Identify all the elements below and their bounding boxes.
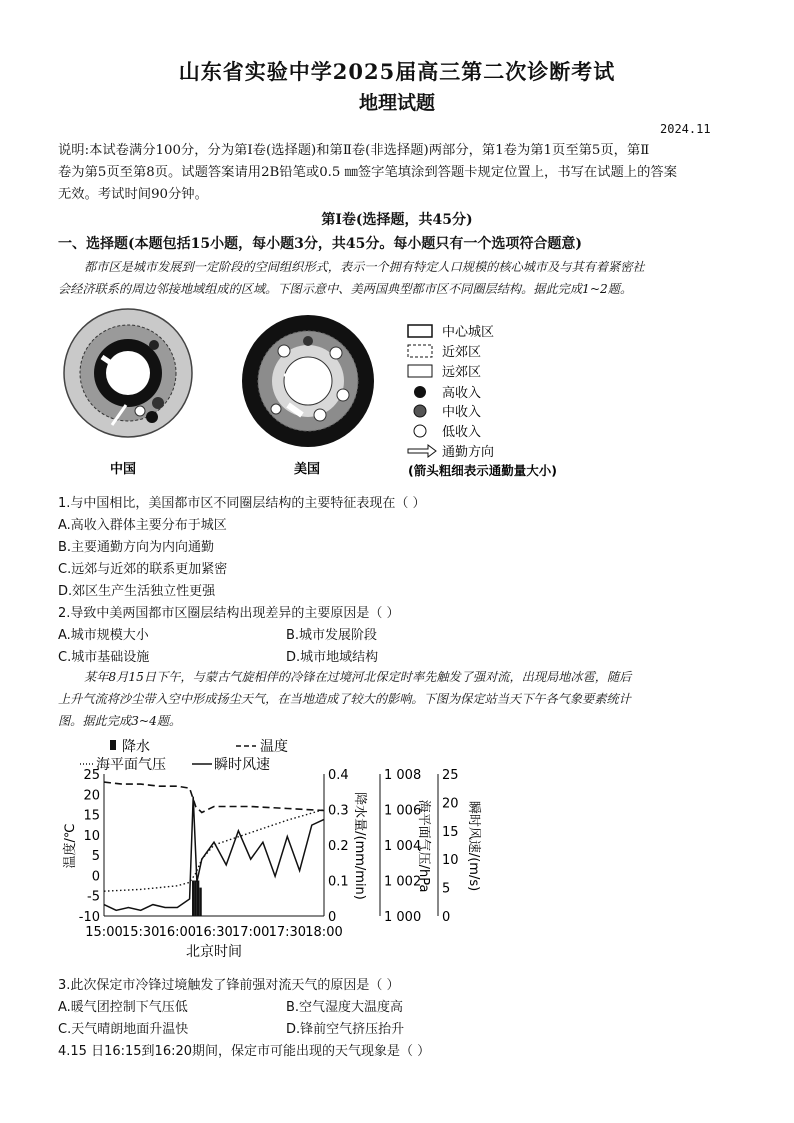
passage-line: 会经济联系的周边邻接地域组成的区域。下图示意中、美两国典型都市区不同圈层结构。据此完成1~2题。 xyxy=(58,282,633,296)
question-stem: 1.与中国相比，美国都市区不同圈层结构的主要特征表现在（ ） xyxy=(58,496,426,511)
instructions xyxy=(58,140,734,206)
legend-commute-label: 通勤方向 xyxy=(442,445,495,460)
usa-low-income-dot xyxy=(337,389,349,401)
wind-series-line xyxy=(104,797,324,911)
temp-tick-label: 25 xyxy=(83,768,100,783)
q2-option-c: C.城市基础设施 xyxy=(58,650,150,665)
instruction-line: 说明:本试卷满分100分，分为第Ⅰ卷(选择题)和第Ⅱ卷(非选择题)两部分，第1卷为第1页至第5页，第Ⅱ xyxy=(58,143,650,158)
figure-legend xyxy=(408,324,557,478)
temp-tick-label: 10 xyxy=(83,828,100,844)
passage-line: 图。据此完成3~4题。 xyxy=(58,714,182,728)
exam-title: 山东省实验中学2025届高三第二次诊断考试 xyxy=(178,59,616,84)
china-label: 中国 xyxy=(110,462,137,477)
usa-low-income-dot xyxy=(278,345,290,357)
x-tick-label: 15:00 xyxy=(85,925,123,940)
pressure-axis-label: 海平面气压/hPa xyxy=(416,799,431,893)
china-high-income-dot xyxy=(149,340,159,350)
instruction-line: 卷为第5页至第8页。试题答案请用2B铅笔或0.5 ㎜签字笔填涂到答题卡规定位置上，书写在试题上的答案 xyxy=(58,165,677,180)
passage-line: 上升气流将沙尘带入空中形成扬尘天气，在当地造成了较大的影响。下图为保定站当天下午各气象要素统计 xyxy=(58,692,631,706)
usa-low-income-dot xyxy=(330,347,342,359)
china-center-core xyxy=(106,351,150,395)
question-stem: 4.15 日16:15到16:20期间，保定市可能出现的天气现象是（ ） xyxy=(58,1044,431,1059)
passage-line: 某年8月15日下午，与蒙古气旋相伴的冷锋在过境河北保定时率先触发了强对流，出现局地冰雹，随后 xyxy=(84,670,632,684)
pressure-ticks xyxy=(384,768,421,925)
usa-center-core xyxy=(284,357,332,405)
wind-tick-label: 20 xyxy=(442,796,459,812)
question-3 xyxy=(58,974,400,993)
china-mid-income-dot xyxy=(152,397,164,409)
pressure-tick-label: 1 002 xyxy=(384,874,422,890)
temp-tick-label: -10 xyxy=(78,910,100,925)
q3-option-c: C.天气晴朗地面升温快 xyxy=(58,1022,189,1037)
wind-tick-label: 5 xyxy=(442,881,451,897)
precip-tick-label: 0.1 xyxy=(328,874,349,890)
legend-near-swatch xyxy=(408,345,432,357)
precip-ticks xyxy=(328,768,349,925)
legend-precip-label: 降水 xyxy=(122,739,150,755)
pressure-tick-label: 1 000 xyxy=(384,910,422,925)
pressure-tick-label: 1 004 xyxy=(384,839,422,854)
legend-temp-label: 温度 xyxy=(260,739,288,755)
legend-low-label: 低收入 xyxy=(442,425,482,440)
legend-arrow-icon xyxy=(408,445,436,457)
wind-tick-label: 15 xyxy=(442,824,459,840)
pressure-tick-label: 1 008 xyxy=(384,768,422,783)
legend-precip-swatch xyxy=(110,740,116,750)
usa-low-income-dot xyxy=(314,409,326,421)
x-tick-label: 16:00 xyxy=(158,925,197,940)
legend-pressure-label: 海平面气压 xyxy=(96,757,166,773)
subject-title: 地理试题 xyxy=(358,92,435,114)
legend-note: (箭头粗细表示通勤量大小) xyxy=(408,463,557,478)
question-2 xyxy=(58,602,400,621)
question-stem: 3.此次保定市冷锋过境触发了锋前强对流天气的原因是（ ） xyxy=(58,978,400,993)
instruction-line: 无效。考试时间90分钟。 xyxy=(58,187,208,202)
wind-tick-label: 0 xyxy=(442,910,451,925)
question-1 xyxy=(58,492,426,511)
legend-far-swatch xyxy=(408,365,432,377)
legend-high-dot xyxy=(414,386,426,398)
legend-center-swatch xyxy=(408,325,432,337)
temp-axis-label: 温度/℃ xyxy=(63,823,78,869)
x-tick-label: 18:00 xyxy=(305,925,343,940)
legend-high-label: 高收入 xyxy=(442,386,482,401)
part-heading: 一、选择题(本题包括15小题，每小题3分，共45分。每小题只有一个选项符合题意) xyxy=(58,236,582,252)
precip-bar xyxy=(192,881,194,917)
precip-bar xyxy=(194,881,196,917)
usa-mid-income-dot xyxy=(303,336,313,346)
legend-near-label: 近郊区 xyxy=(442,345,482,360)
wind-tick-label: 25 xyxy=(442,768,459,783)
passage-2 xyxy=(58,666,734,732)
temp-ticks xyxy=(79,768,100,925)
q2-option-b: B.城市发展阶段 xyxy=(286,628,378,643)
temp-tick-label: 5 xyxy=(91,849,100,865)
wind-tick-label: 10 xyxy=(442,853,459,869)
temp-tick-label: 0 xyxy=(91,869,100,885)
exam-date: 2024.11 xyxy=(660,122,711,136)
q3-option-a: A.暖气团控制下气压低 xyxy=(58,1000,188,1015)
legend-far-label: 远郊区 xyxy=(442,365,482,380)
pressure-series-line xyxy=(104,810,324,892)
legend-wind-label: 瞬时风速 xyxy=(214,757,270,773)
pressure-tick-label: 1 006 xyxy=(384,803,422,819)
usa-diagram xyxy=(242,315,374,477)
temp-tick-label: -5 xyxy=(87,889,100,905)
x-tick-label: 16:30 xyxy=(195,925,233,940)
x-axis-label: 北京时间 xyxy=(186,944,242,960)
precip-tick-label: 0.4 xyxy=(328,768,349,783)
x-tick-label: 17:00 xyxy=(231,925,270,940)
question-stem: 2.导致中美两国都市区圈层结构出现差异的主要原因是（ ） xyxy=(58,606,400,621)
temp-tick-label: 20 xyxy=(83,788,100,804)
metro-ring-figure xyxy=(58,305,588,483)
precip-bars xyxy=(192,881,202,917)
weather-chart xyxy=(58,734,481,964)
precip-tick-label: 0 xyxy=(328,910,337,925)
usa-label: 美国 xyxy=(294,462,321,477)
usa-low-income-dot xyxy=(271,404,281,414)
china-high-income-dot xyxy=(146,411,158,423)
x-ticks xyxy=(85,925,342,940)
q1-option-a: A.高收入群体主要分布于城区 xyxy=(58,518,227,533)
q2-option-d: D.城市地域结构 xyxy=(286,650,379,665)
wind-ticks xyxy=(442,768,459,925)
q3-option-b: B.空气湿度大温度高 xyxy=(286,1000,404,1015)
x-tick-label: 15:30 xyxy=(121,925,160,940)
precip-axis-label: 降水量/(mm/min) xyxy=(352,792,367,900)
temp-tick-label: 15 xyxy=(83,808,100,824)
q2-option-a: A.城市规模大小 xyxy=(58,628,149,643)
legend-center-label: 中心城区 xyxy=(442,325,495,340)
precip-bar xyxy=(197,881,199,917)
q1-option-b: B.主要通勤方向为内向通勤 xyxy=(58,540,215,555)
question-4 xyxy=(58,1040,430,1059)
q1-option-d: D.郊区生产生活独立性更强 xyxy=(58,584,216,599)
legend-mid-dot xyxy=(414,405,426,417)
legend-low-dot xyxy=(414,425,426,437)
section-title: 第Ⅰ卷(选择题，共45分) xyxy=(321,212,473,228)
wind-axis-label: 瞬时风速/(m/s) xyxy=(466,800,481,892)
passage-1 xyxy=(58,256,734,300)
q3-option-d: D.锋前空气挤压抬升 xyxy=(286,1022,405,1037)
china-diagram xyxy=(64,309,192,477)
china-low-income-dot xyxy=(135,406,145,416)
precip-tick-label: 0.2 xyxy=(328,839,349,854)
legend-mid-label: 中收入 xyxy=(442,405,482,420)
precip-bar xyxy=(199,888,201,916)
temperature-series-line xyxy=(104,782,324,812)
x-tick-label: 17:30 xyxy=(268,925,307,940)
passage-line: 都市区是城市发展到一定阶段的空间组织形式，表示一个拥有特定人口规模的核心城市及与其有着紧密社 xyxy=(84,260,645,274)
precip-tick-label: 0.3 xyxy=(328,803,349,819)
q1-option-c: C.远郊与近郊的联系更加紧密 xyxy=(58,562,228,577)
